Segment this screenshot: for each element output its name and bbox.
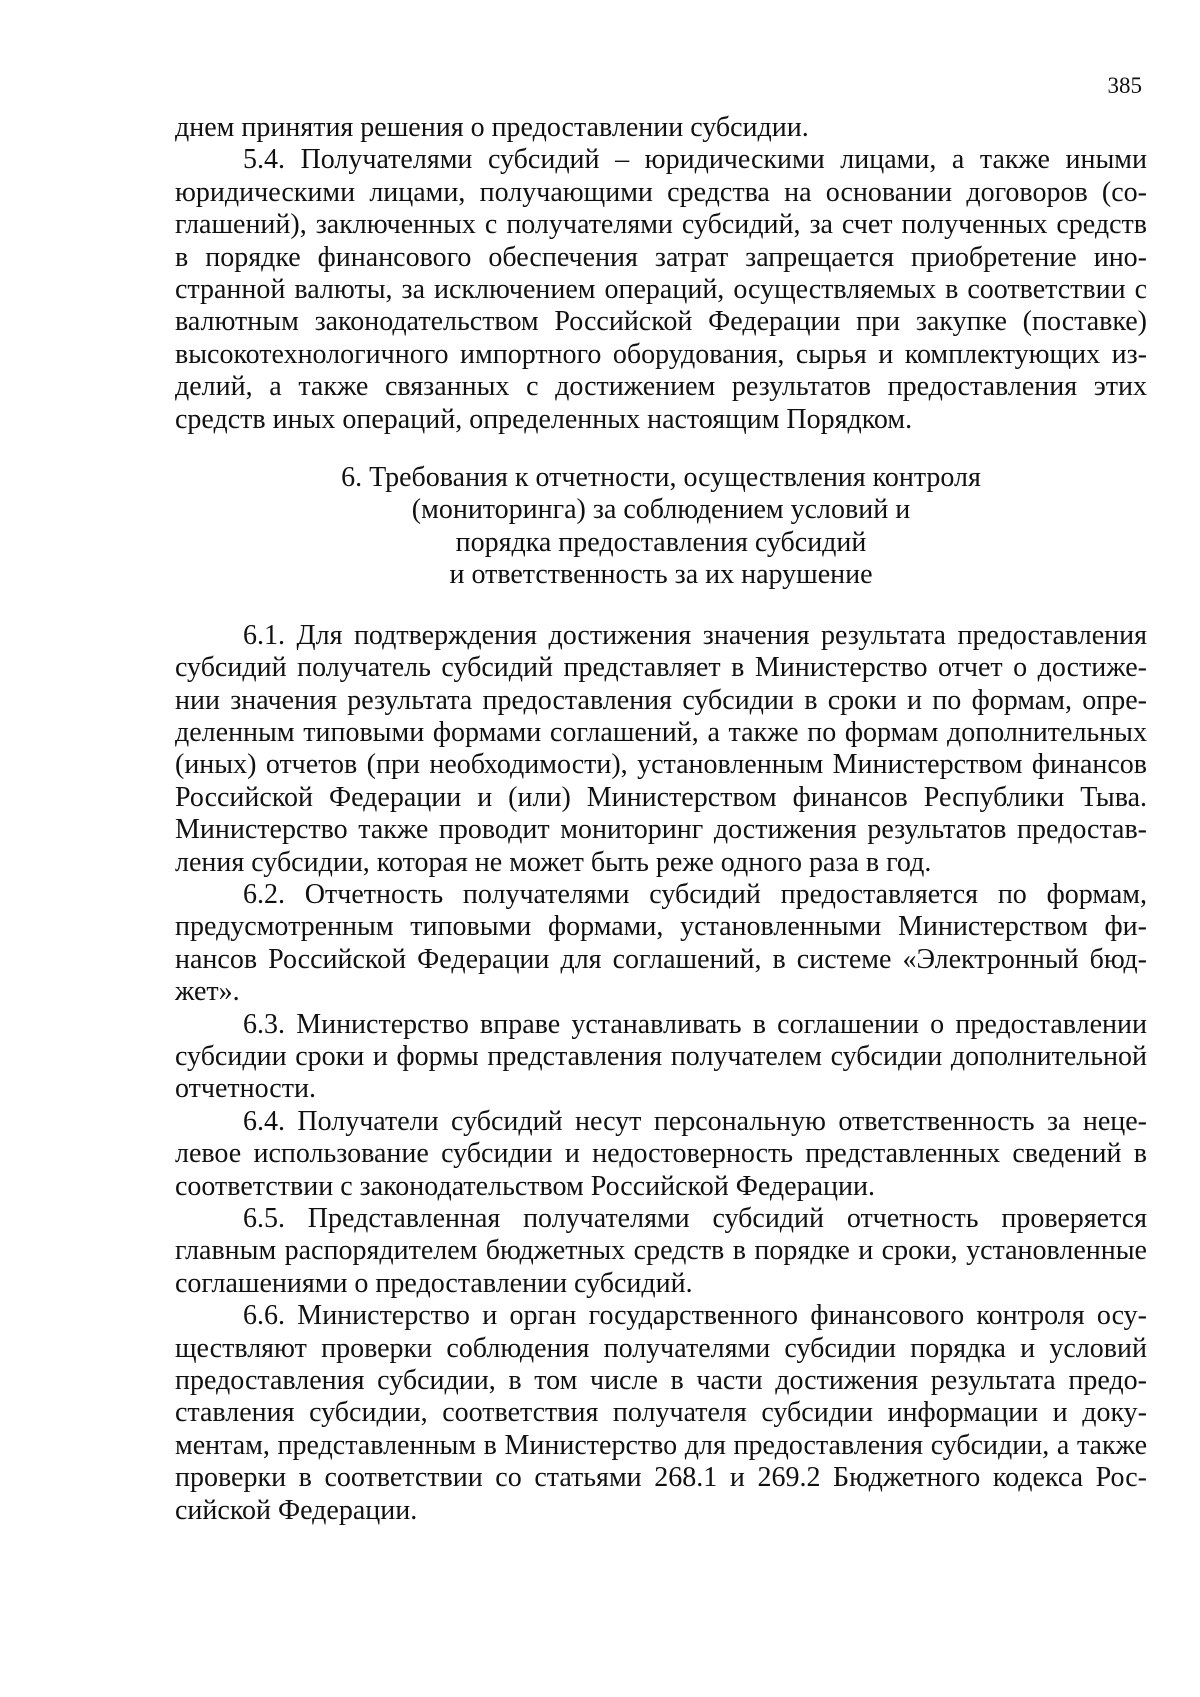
section-6-heading bbox=[175, 462, 1147, 592]
section-heading-line: и ответственность за их нарушение bbox=[449, 559, 873, 591]
paragraph-6-4: 6.4. Получатели субсидий несут персональную ответственность за нецелевое использование субсидии и недостоверность представленных сведений в соответствии с законодательством Российской Федерации. bbox=[175, 1105, 1147, 1202]
section-heading-line: 6. Требования к отчетности, осуществления контроля bbox=[341, 462, 981, 494]
paragraph-6-3: 6.3. Министерство вправе устанавливать в соглашении о предоставлении субсидии сроки и формы представления получателем субсидии дополнительной отчетности. bbox=[175, 1008, 1147, 1105]
paragraph-6-6: 6.6. Министерство и орган государственного финансового контроля осуществляют проверки соблюдения получателями субсидии порядка и условий предоставления субсидии, в том числе в части достижения результата предоставления субсидии, соответствия получателя субсидии информации и документам, представленным в Министерство для предоставления субсидии, а также проверки в соответствии со статьями 268.1 и 269.2 Бюджетного кодекса Российской Федерации. bbox=[175, 1300, 1147, 1526]
paragraph-5-4: 5.4. Получателями субсидий – юридическими лицами, а также иными юридическими лицами, получающими средства на основании договоров (соглашений), заключенных с получателями субсидий, за счет полученных средств в порядке финансового обеспечения затрат запрещается приобретение иностранной валюты, за исключением операций, осуществляемых в соответствии с валютным законодательством Российской Федерации при закупке (поставке) высокотехнологичного импортного оборудования, сырья и комплектующих изделий, а также связанных с достижением результатов предоставления этих средств иных операций, определенных настоящим Порядком. bbox=[175, 144, 1147, 435]
paragraph-6-1: 6.1. Для подтверждения достижения значения результата предоставления субсидий получатель субсидий представляет в Министерство отчет о достижении значения результата предоставления субсидии в сроки и по формам, определенным типовыми формами соглашений, а также по формам дополнительных (иных) отчетов (при необходимости), установленным Министерством финансов Российской Федерации и (или) Министерством финансов Республики Тыва. Министерство также проводит мониторинг достижения результатов предоставления субсидии, которая не может быть реже одного раза в год. bbox=[175, 619, 1147, 878]
section-heading-line: порядка предоставления субсидий bbox=[455, 526, 867, 558]
section-heading-line: (мониторинга) за соблюдением условий и bbox=[411, 494, 911, 526]
lead-fragment-paragraph: днем принятия решения о предоставлении субсидии. bbox=[175, 112, 809, 143]
paragraph-6-2: 6.2. Отчетность получателями субсидий предоставляется по формам, предусмотренным типовыми формами, установленными Министерством финансов Российской Федерации для соглашений, в системе «Электронный бюджет». bbox=[175, 878, 1147, 1008]
paragraph-6-5: 6.5. Представленная получателями субсидий отчетность проверяется главным распорядителем бюджетных средств в порядке и сроки, установленные соглашениями о предоставлении субсидий. bbox=[175, 1203, 1147, 1299]
page-number: 385 bbox=[1107, 73, 1142, 98]
document-body bbox=[175, 112, 1147, 1527]
